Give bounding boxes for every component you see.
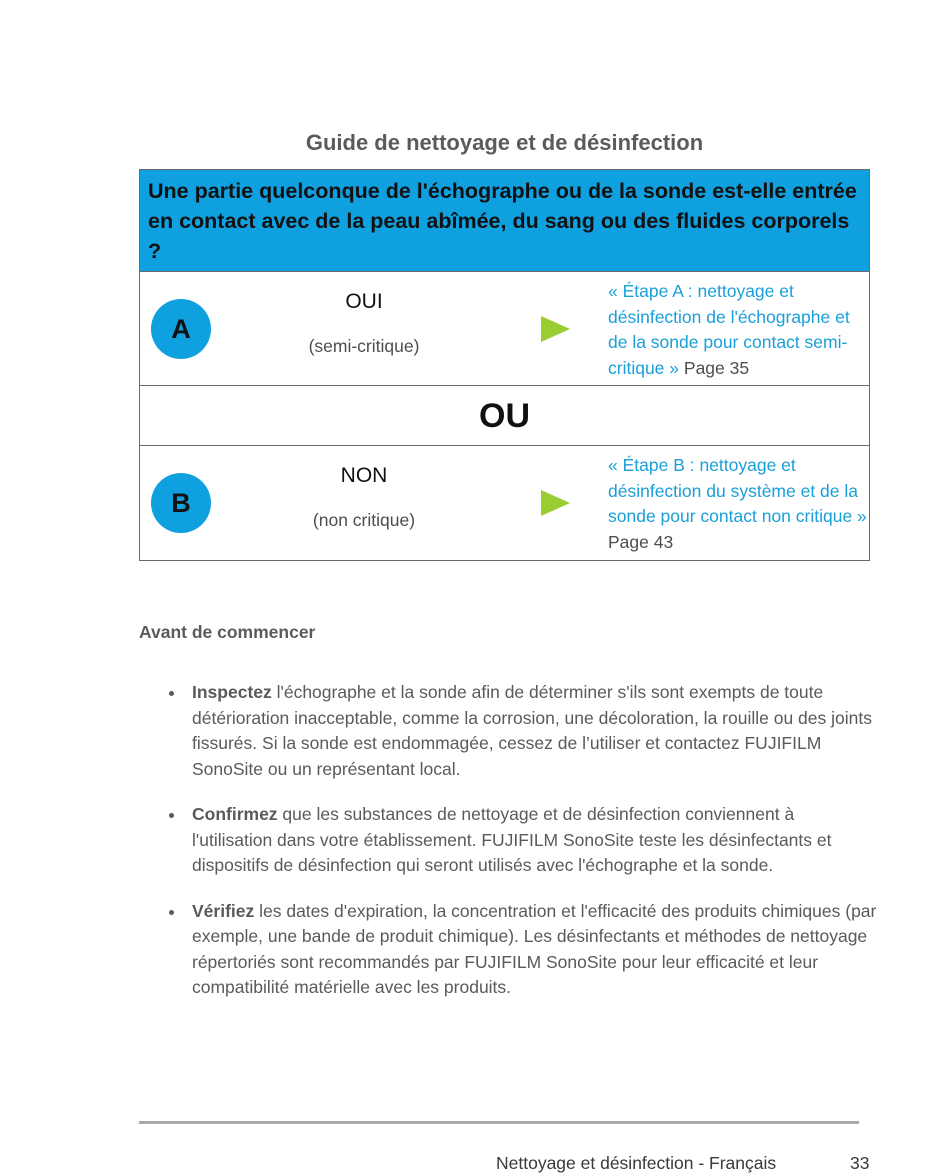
page-title: Guide de nettoyage et de désinfection — [305, 130, 704, 155]
list-item — [168, 802, 878, 879]
list-item-text: les dates d'expiration, la concentration et l'efficacité des produits chimiques (par exemple, une bande de produit chimique). Les désinfectants et méthodes de nettoyage répertoriés sont recommandés par FUJIFILM SonoSite pour leur efficacité et leur compatibilité matérielle avec les produits. — [192, 900, 877, 997]
option-row-b — [140, 446, 869, 560]
decision-table — [139, 169, 870, 561]
page-number: 33 — [850, 1153, 870, 1173]
step-b-link[interactable]: « Étape B : nettoyage et désinfection du système et de la sonde pour contact non critique » — [608, 455, 867, 526]
arrow-right-icon — [541, 490, 570, 516]
option-row-a — [140, 272, 869, 386]
list-item-lead: Inspectez — [192, 682, 272, 702]
list-item — [168, 899, 878, 1001]
answer-b-label: NON — [340, 464, 388, 487]
step-b-page: Page 43 — [608, 531, 674, 552]
reference-b — [608, 453, 868, 555]
section-heading: Avant de commencer — [139, 622, 316, 642]
arrow-right-icon — [541, 316, 570, 342]
decision-question: Une partie quelconque de l'échographe ou de la sonde est-elle entrée en contact avec de la peau abîmée, du sang ou des fluides corporels ? — [140, 170, 869, 272]
bullet-icon — [169, 910, 174, 915]
answer-b — [264, 464, 464, 531]
answer-b-category: (non critique) — [312, 510, 416, 530]
bullet-icon — [169, 813, 174, 818]
answer-a-category: (semi-critique) — [308, 336, 420, 356]
or-separator: OU — [140, 386, 869, 446]
list-item — [168, 680, 878, 782]
reference-a — [608, 279, 868, 381]
step-a-link[interactable]: « Étape A : nettoyage et désinfection de l'échographe et de la sonde pour contact semi-critique » — [608, 281, 850, 378]
list-item-lead: Confirmez — [192, 804, 278, 824]
footer-section: Nettoyage et désinfection - Français — [496, 1153, 777, 1173]
badge-a-icon: A — [151, 299, 211, 359]
bullet-icon — [169, 691, 174, 696]
step-a-page: Page 35 — [683, 357, 750, 378]
answer-a — [264, 290, 464, 357]
list-item-text: l'échographe et la sonde afin de déterminer s'ils sont exempts de toute détérioration inacceptable, comme la corrosion, une décoloration, la rouille ou des joints fissurés. Si la sonde est endommagée, cessez de l’utiliser et contactez FUJIFILM SonoSite ou un représentant local. — [192, 682, 872, 779]
list-item-lead: Vérifiez — [192, 900, 255, 921]
badge-b-icon: B — [151, 473, 211, 533]
checklist — [168, 680, 878, 1021]
answer-a-label: OUI — [345, 290, 383, 313]
list-item-text: que les substances de nettoyage et de désinfection conviennent à l'utilisation dans votre établissement. FUJIFILM SonoSite teste les désinfectants et dispositifs de désinfection qui seront utilisés avec l'échographe et la sonde. — [192, 804, 832, 875]
footer-divider — [139, 1121, 859, 1124]
